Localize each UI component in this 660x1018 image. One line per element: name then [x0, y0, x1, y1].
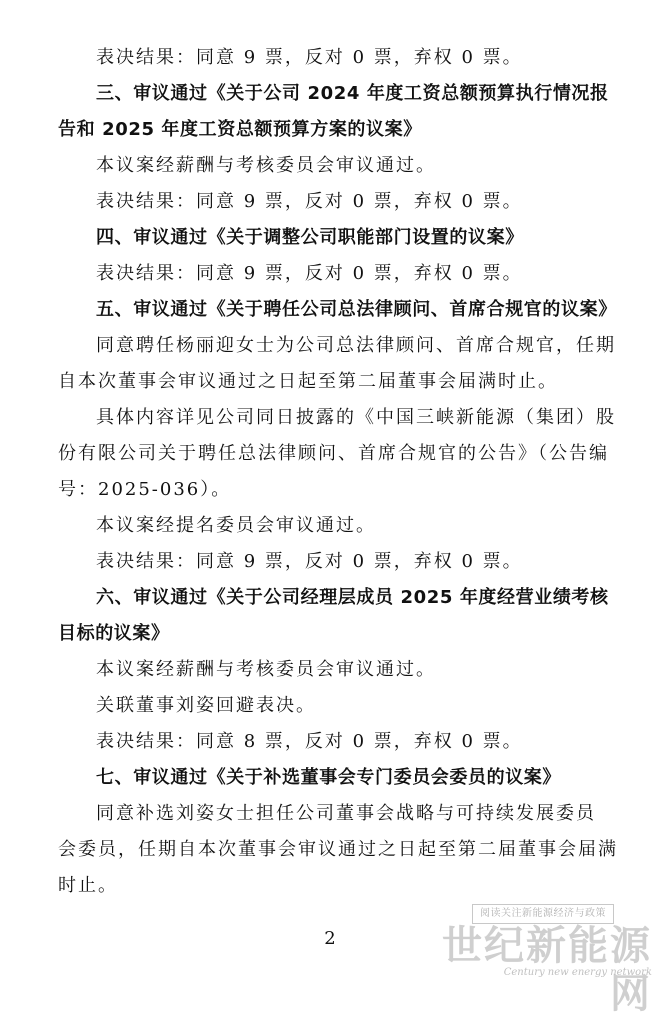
watermark-caption: 阅读关注新能源经济与政策 [472, 904, 614, 924]
page-number: 2 [324, 928, 336, 949]
vote-result-line: 表决结果：同意 9 票，反对 0 票，弃权 0 票。 [96, 263, 523, 284]
paragraph-line: 时止。 [58, 875, 118, 896]
section-heading-3: 三、审议通过《关于公司 2024 年度工资总额预算执行情况报 [96, 83, 609, 104]
vote-result-line: 表决结果：同意 9 票，反对 0 票，弃权 0 票。 [96, 47, 523, 68]
paragraph-line: 同意聘任杨丽迎女士为公司总法律顾问、首席合规官，任期 [96, 335, 616, 356]
committee-note: 本议案经薪酬与考核委员会审议通过。 [96, 155, 436, 176]
watermark-logo: 世纪新能源网 [442, 923, 652, 1017]
paragraph-line: 份有限公司关于聘任总法律顾问、首席合规官的公告》（公告编 [58, 443, 609, 464]
section-heading-5: 五、审议通过《关于聘任公司总法律顾问、首席合规官的议案》 [96, 299, 617, 320]
watermark-english: Century new energy network [503, 967, 652, 978]
section-heading-3-cont: 告和 2025 年度工资总额预算方案的议案》 [58, 119, 422, 140]
vote-result-line: 表决结果：同意 9 票，反对 0 票，弃权 0 票。 [96, 551, 523, 572]
section-heading-4: 四、审议通过《关于调整公司职能部门设置的议案》 [96, 227, 524, 248]
recusal-note: 关联董事刘姿回避表决。 [96, 695, 316, 716]
paragraph-line: 同意补选刘姿女士担任公司董事会战略与可持续发展委员 [96, 803, 596, 824]
committee-note: 本议案经提名委员会审议通过。 [96, 515, 376, 536]
section-heading-7: 七、审议通过《关于补选董事会专门委员会委员的议案》 [96, 767, 561, 788]
section-heading-6: 六、审议通过《关于公司经理层成员 2025 年度经营业绩考核 [96, 587, 609, 608]
paragraph-line: 自本次董事会审议通过之日起至第二届董事会届满时止。 [58, 371, 558, 392]
paragraph-line: 号：2025-036）。 [58, 479, 232, 500]
paragraph-line: 会委员，任期自本次董事会审议通过之日起至第二届董事会届满 [58, 839, 618, 860]
vote-result-line: 表决结果：同意 8 票，反对 0 票，弃权 0 票。 [96, 731, 523, 752]
committee-note: 本议案经薪酬与考核委员会审议通过。 [96, 659, 436, 680]
section-heading-6-cont: 目标的议案》 [58, 623, 170, 644]
paragraph-line: 具体内容详见公司同日披露的《中国三峡新能源（集团）股 [96, 407, 616, 428]
vote-result-line: 表决结果：同意 9 票，反对 0 票，弃权 0 票。 [96, 191, 523, 212]
